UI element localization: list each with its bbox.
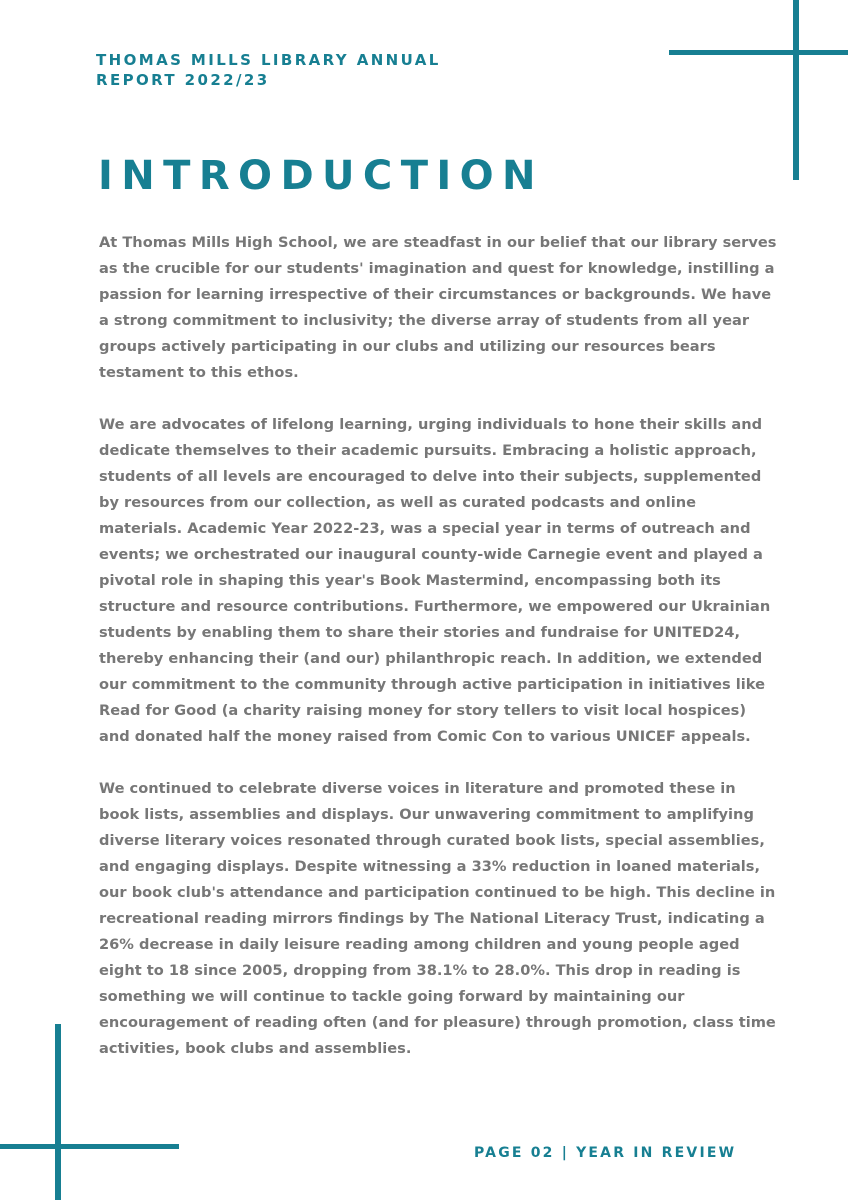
intro-paragraph-2: We are advocates of lifelong learning, urging individuals to hone their skills and dedicate themselves to their academic pursuits. Embracing a holistic approach, students of all levels are encouraged to delve into their subjects, supplemented by resources from our collection, as well as curated podcasts and online materials. Academic Year 2022-23, was a special year in terms of outreach and events; we orchestrated our inaugural county-wide Carnegie event and played a pivotal role in shaping this year's Book Mastermind, encompassing both its structure and resource contributions. Furthermore, we empowered our Ukrainian students by enabling them to share their stories and fundraise for UNITED24, thereby enhancing their (and our) philanthropic reach. In addition, we extended our commitment to the community through active participation in initiatives like Read for Good (a charity raising money for story tellers to visit local hospices) and donated half the money raised from Comic Con to various UNICEF appeals. bbox=[99, 416, 771, 745]
report-title: THOMAS MILLS LIBRARY ANNUAL REPORT 2022/23 bbox=[96, 51, 441, 89]
top-right-horizontal-rule bbox=[669, 50, 848, 55]
intro-paragraph-1: At Thomas Mills High School, we are steadfast in our belief that our library serves as the crucible for our students' imagination and quest for knowledge, instilling a passion for learning irrespective of their circumstances or backgrounds. We have a strong commitment to inclusivity; the diverse array of students from all year groups actively participating in our clubs and utilizing our resources bears testament to this ethos. bbox=[99, 234, 777, 381]
intro-body bbox=[99, 230, 779, 1088]
top-right-vertical-rule bbox=[793, 0, 799, 180]
bottom-left-vertical-rule bbox=[55, 1024, 61, 1200]
intro-paragraph-3: We continued to celebrate diverse voices in literature and promoted these in book lists, assemblies and displays. Our unwavering commitment to amplifying diverse literary voices resonated through curated book lists, special assemblies, and engaging displays. Despite witnessing a 33% reduction in loaned materials, our book club's attendance and participation continued to be high. This decline in recreational reading mirrors findings by The National Literacy Trust, indicating a 26% decrease in daily leisure reading among children and young people aged eight to 18 since 2005, dropping from 38.1% to 28.0%. This drop in reading is something we will continue to tackle going forward by maintaining our encouragement of reading often (and for pleasure) through promotion, class time activities, book clubs and assemblies. bbox=[99, 780, 776, 1057]
page-footer: PAGE 02 | YEAR IN REVIEW bbox=[474, 1145, 737, 1161]
page-heading: INTRODUCTION bbox=[98, 153, 544, 199]
bottom-left-horizontal-rule bbox=[0, 1144, 179, 1149]
